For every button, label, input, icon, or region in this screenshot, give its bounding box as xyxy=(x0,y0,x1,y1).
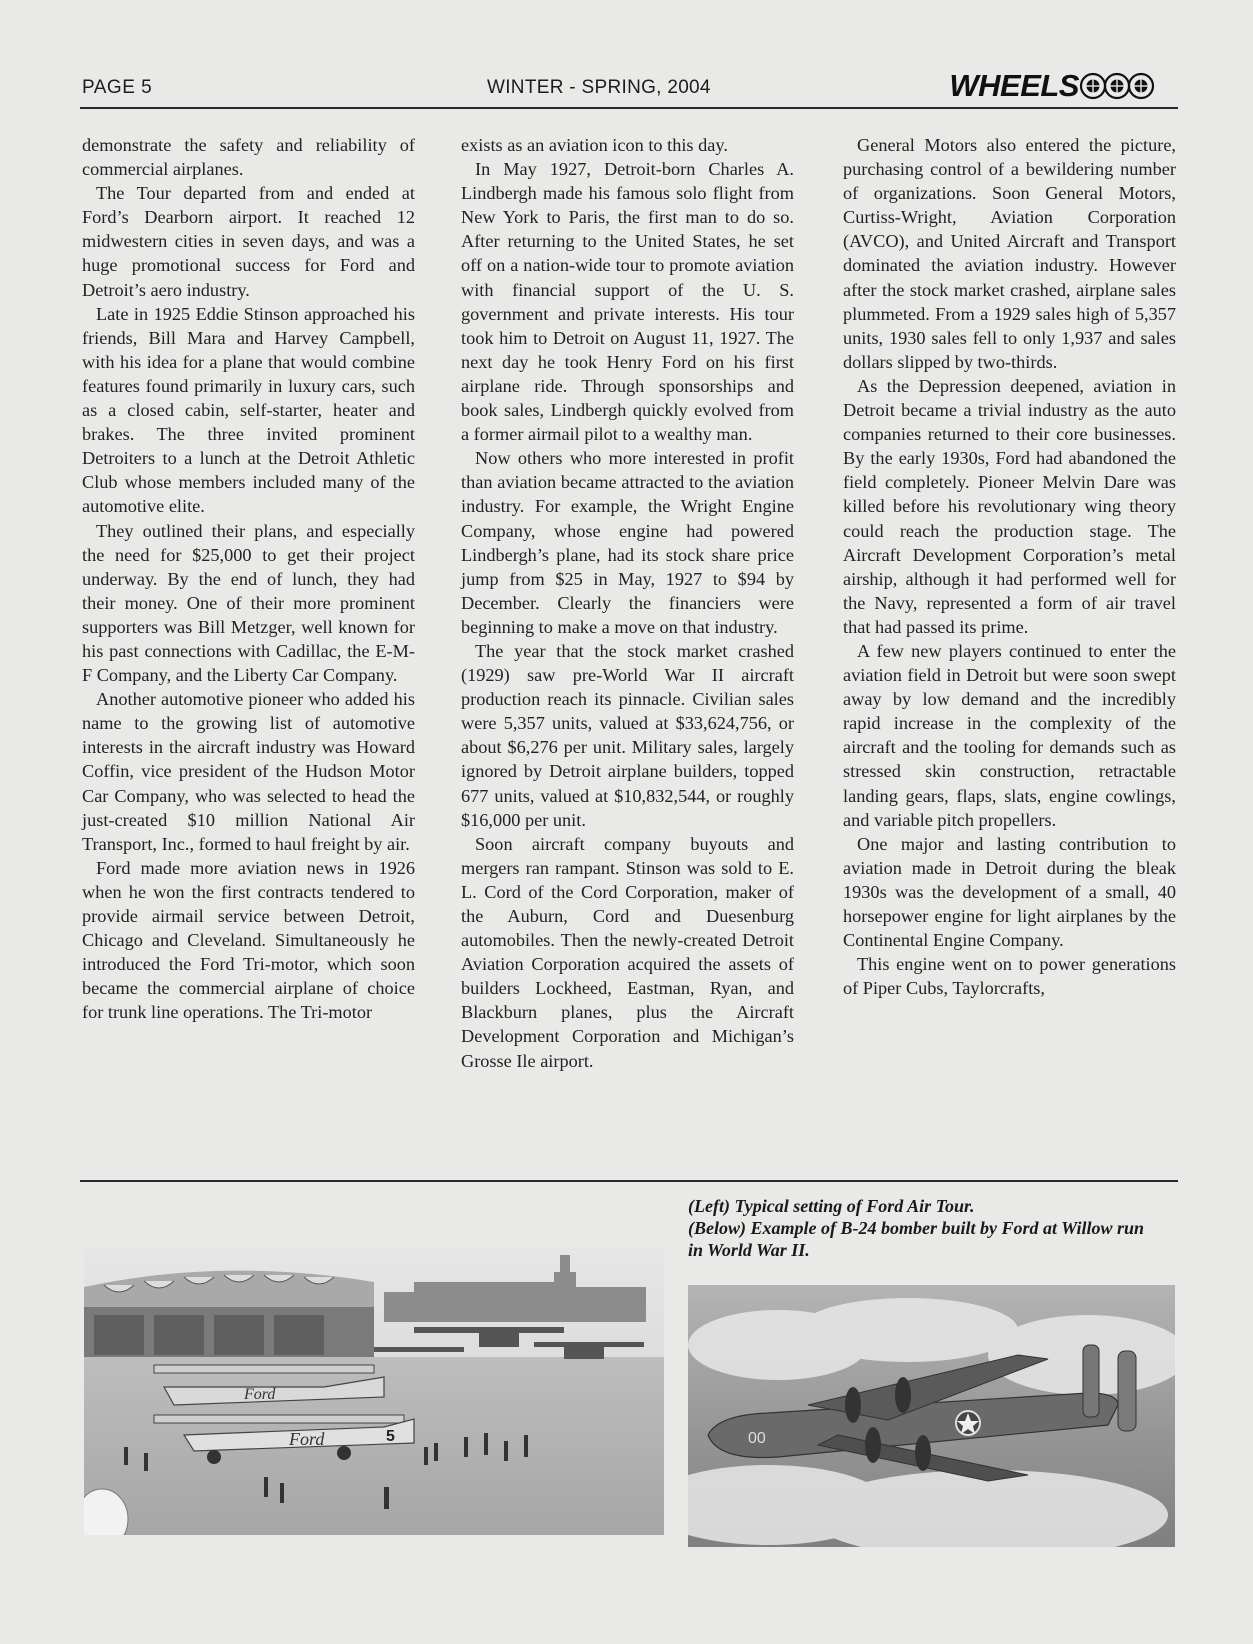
tail-code: 00 xyxy=(748,1430,766,1447)
caption-below: (Below) Example of B-24 bomber built by Ford at Willow run in World War II. xyxy=(688,1218,1145,1260)
header-rule xyxy=(80,107,1178,109)
article-paragraph: Another automotive pioneer who added his name to the growing list of automotive interests in the aircraft industry was Howard Coffin, vice president of the Hudson Motor Car Company, who was selected to head the just-created $10 million National Air Transport, Inc., formed to haul freight by air. xyxy=(82,689,415,854)
section-rule xyxy=(80,1180,1178,1182)
article-column-2 xyxy=(461,133,794,1073)
logo-text: WHEELS xyxy=(949,68,1079,103)
wheels-logo-icon xyxy=(1079,69,1159,103)
page-number: PAGE 5 xyxy=(82,77,153,98)
article-paragraph: Ford made more aviation news in 1926 when he won the first contracts tendered to provide airmail service between Detroit, Chicago and Cleveland. Simultaneously he introduced the Ford Tri-motor, which soon became the commercial airplane of choice for trunk line operations. The Tri-motor xyxy=(82,857,415,1023)
article-paragraph: Late in 1925 Eddie Stinson approached his friends, Bill Mara and Harvey Campbell, with his idea for a plane that would combine features found primarily in luxury cars, such as a closed cabin, self-starter, heater and brakes. The three invited prominent Detroiters to a lunch at the Detroit Athletic Club whose members included many of the automotive elite. xyxy=(82,303,415,517)
article-column-1 xyxy=(82,133,415,1024)
article-paragraph: The Tour departed from and ended at Ford’s Dearborn airport. It reached 12 midwestern cities in seven days, and was a huge promotional success for Ford and Detroit’s aero industry. xyxy=(82,183,415,300)
issue-date: WINTER - SPRING, 2004 xyxy=(487,77,711,98)
article-paragraph: One major and lasting contribution to aviation made in Detroit during the bleak 1930s was the development of a small, 40 horsepower engine for light airplanes by the Continental Engine Company. xyxy=(843,833,1176,951)
plane-lettering-1: Ford xyxy=(244,1386,276,1403)
article-paragraph: demonstrate the safety and reliability of commercial airplanes. xyxy=(82,135,415,180)
article-paragraph: In May 1927, Detroit-born Charles A. Lindbergh made his famous solo flight from New York to Paris, the first man to do so. After returning to the United States, he set off on a nation-wide tour to promote aviation with financial support of the U. S. government and private interests. His tour took him to Detroit on August 11, 1927. The next day he took Henry Ford on his first airplane ride. Through sponsorships and book sales, Lindbergh quickly evolved from a former airmail pilot to a wealthy man. xyxy=(461,159,794,445)
plane-lettering-2: Ford xyxy=(289,1429,325,1449)
wheels-logo xyxy=(949,66,1159,106)
article-paragraph: Now others who more interested in profit than aviation became attracted to the aviation industry. For example, the Wright Engine Company, whose engine had powered Lindbergh’s plane, had its stock share price jump from $25 in May, 1927 to $94 by December. Clearly the financiers were beginning to make a move on that industry. xyxy=(461,448,794,637)
article-paragraph: exists as an aviation icon to this day. xyxy=(461,135,728,155)
ford-air-tour-photo xyxy=(84,1247,664,1535)
article-paragraph: This engine went on to power generations of Piper Cubs, Taylorcrafts, xyxy=(843,954,1176,999)
article-column-3 xyxy=(843,133,1176,1000)
article-paragraph: Soon aircraft company buyouts and mergers ran rampant. Stinson was sold to E. L. Cord of the Cord Corporation, maker of the Auburn, Cord and Duesenburg automobiles. Then the newly-created Detroit Aviation Corporation acquired the assets of builders Lockheed, Eastman, Ryan, and Blackburn planes, plus the Aircraft Development Corporation and Michigan’s Grosse Ile airport. xyxy=(461,833,794,1071)
article-paragraph: They outlined their plans, and especially the need for $25,000 to get their project underway. By the end of lunch, they had their money. One of their more prominent supporters was Bill Metzger, well known for his past connections with Cadillac, the E-M-F Company, and the Liberty Car Company. xyxy=(82,520,415,686)
plane-number: 5 xyxy=(386,1428,395,1445)
caption-left: (Left) Typical setting of Ford Air Tour. xyxy=(688,1196,975,1216)
b24-bomber-photo xyxy=(688,1285,1175,1547)
article-paragraph: As the Depression deepened, aviation in Detroit became a trivial industry as the auto companies returned to their core businesses. By the early 1930s, Ford had abandoned the field completely. Pioneer Melvin Dare was killed before his revolutionary wing theory could reach the production stage. The Aircraft Development Corporation’s metal airship, although it had performed well for the Navy, represented a form of air travel that had passed its prime. xyxy=(843,375,1176,637)
page-header xyxy=(82,66,1177,108)
article-paragraph: A few new players continued to enter the aviation field in Detroit but were soon swept away by low demand and the incredibly rapid increase in the complexity of the aircraft and the tooling for demands such as stressed skin construction, retractable landing gears, flaps, slats, engine cowlings, and variable pitch propellers. xyxy=(843,640,1176,830)
photo-caption xyxy=(688,1195,1158,1261)
article-paragraph: General Motors also entered the picture, purchasing control of a bewildering number of organizations. Soon General Motors, Curtiss-Wright, Aviation Corporation (AVCO), and United Aircraft and Transport dominated the aviation industry. However after the stock market crashed, airplane sales plummeted. From a 1929 sales high of 5,357 units, 1930 sales fell to only 1,937 and sales dollars slipped by two-thirds. xyxy=(843,135,1176,372)
article-paragraph: The year that the stock market crashed (1929) saw pre-World War II aircraft production reach its pinnacle. Civilian sales were 5,357 units, valued at $33,624,756, or about $6,276 per unit. Military sales, largely ignored by Detroit airplane builders, topped 677 units, valued at $10,832,544, or roughly $16,000 per unit. xyxy=(461,640,794,830)
